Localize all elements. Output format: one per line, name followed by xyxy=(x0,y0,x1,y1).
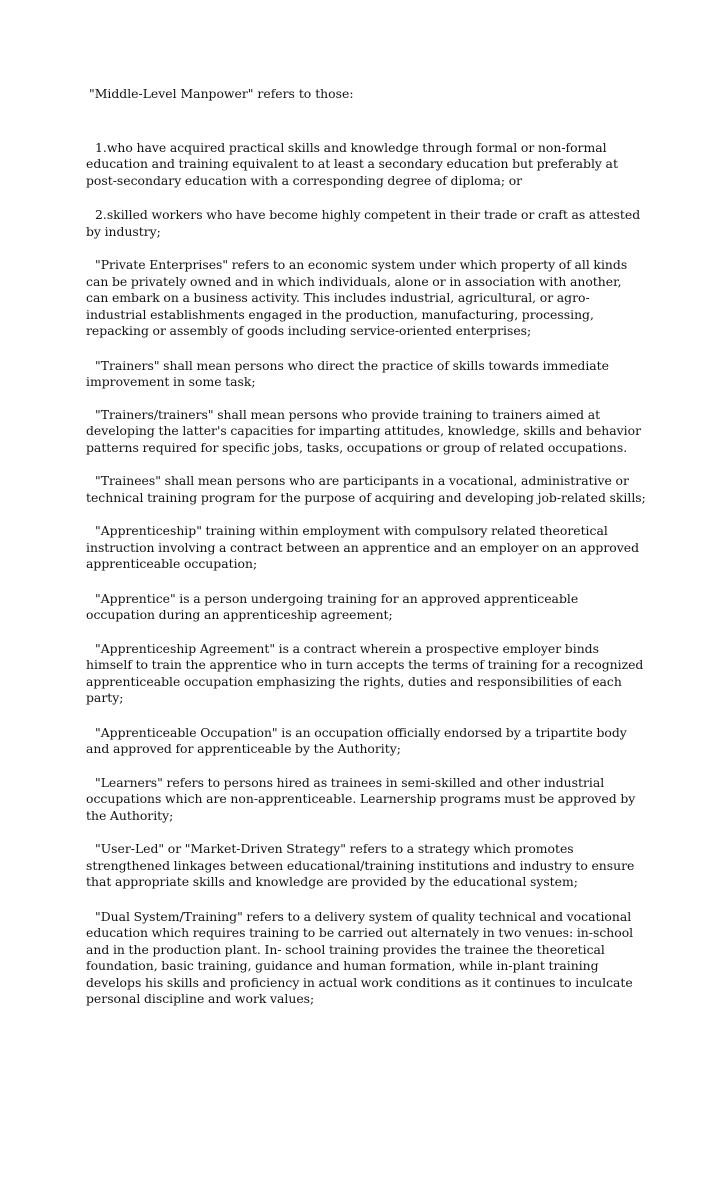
definition-paragraph: "Private Enterprises" refers to an economic system under which property of all kinds can be privately owned and in which individuals, alone or in association with another, can embark on a business activity. This includes industrial, agricultural, or agro-industrial establishments engaged in the production, manufacturing, processing, repacking or assembly of goods including service-oriented enterprises; xyxy=(86,257,628,338)
definition-paragraph: 1.who have acquired practical skills and knowledge through formal or non-formal education and training equivalent to at least a secondary education but preferably at post-secondary education with a corresponding degree of diploma; or xyxy=(86,139,618,188)
definition-paragraph: "Trainees" shall mean persons who are participants in a vocational, administrative or technical training program for the purpose of acquiring and developing job-related skills; xyxy=(86,473,646,505)
intro-line: "Middle-Level Manpower" refers to those: xyxy=(89,86,354,101)
document-page xyxy=(86,86,646,1008)
definition-paragraph: "Apprenticeship" training within employment with compulsory related theoretical instruction involving a contract between an apprentice and an employer on an approved apprenticeable occupation; xyxy=(86,523,640,571)
definition-paragraph: "Learners" refers to persons hired as trainees in semi-skilled and other industrial occupations which are non-apprenticeable. Learnership programs must be approved by the Authority; xyxy=(86,774,636,823)
definition-paragraph: 2.skilled workers who have become highly competent in their trade or craft as attested by industry; xyxy=(86,207,641,239)
definition-paragraph: "Trainers/trainers" shall mean persons who provide training to trainers aimed at developing the latter's capacities for imparting attitudes, knowledge, skills and behavior patterns required for specific jobs, tasks, occupations or group of related occupations. xyxy=(86,406,641,455)
definition-paragraph: "Trainers" shall mean persons who direct the practice of skills towards immediate improvement in some task; xyxy=(86,357,609,389)
definition-paragraph: "Apprentice" is a person undergoing training for an approved apprenticeable occupation during an apprenticeship agreement; xyxy=(86,590,579,622)
definition-paragraph: "User-Led" or "Market-Driven Strategy" refers to a strategy which promotes strengthened linkages between educational/training institutions and industry to ensure that appropriate skills and knowledge are provided by the educational system; xyxy=(86,841,635,889)
definition-paragraph: "Apprenticeship Agreement" is a contract wherein a prospective employer binds himself to train the apprentice who in turn accepts the terms of training for a recognized apprenticeable occupation emphasizing the rights, duties and responsibilities of each party; xyxy=(86,640,644,705)
definition-paragraph: "Apprenticeable Occupation" is an occupation officially endorsed by a tripartite body and approved for apprenticeable by the Authority; xyxy=(86,724,627,756)
definition-paragraph: "Dual System/Training" refers to a delivery system of quality technical and vocational education which requires training to be carried out alternately in two venues: in-school and in the production plant. In- school training provides the trainee the theoretical foundation, basic training, guidance and human formation, while in-plant training develops his skills and proficiency in actual work conditions as it continues to inculcate personal discipline and work values; xyxy=(86,908,634,1006)
